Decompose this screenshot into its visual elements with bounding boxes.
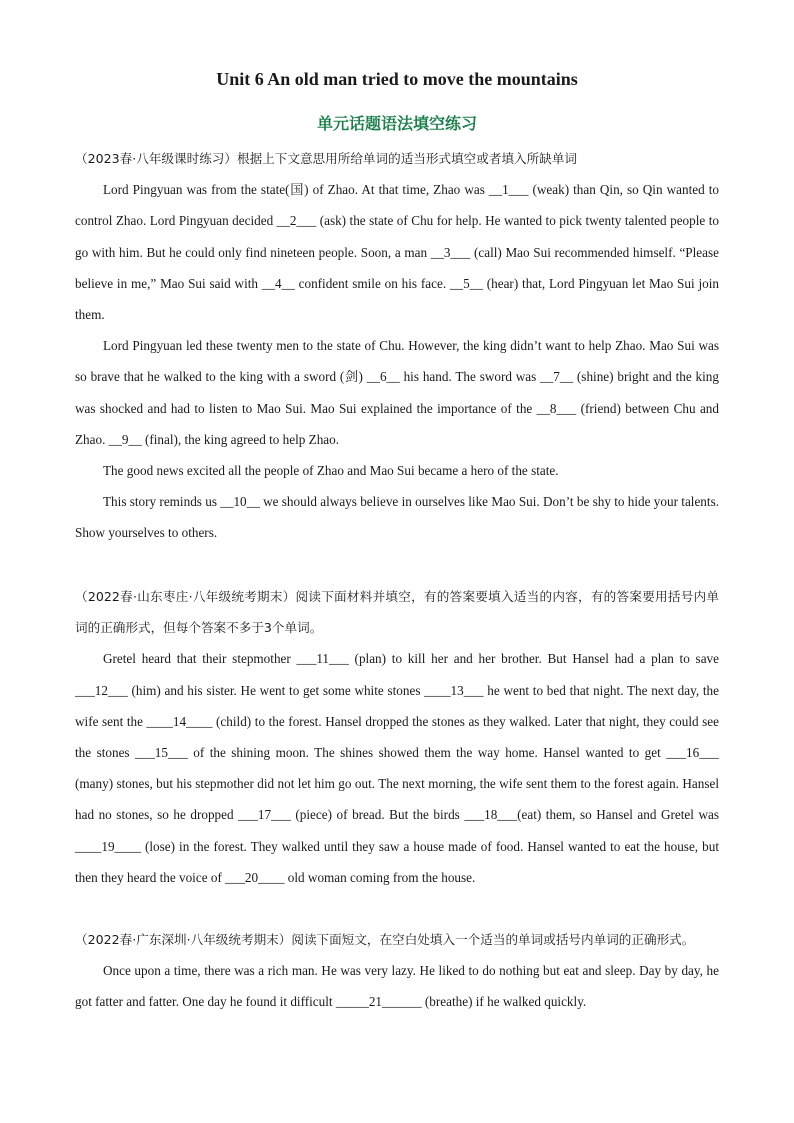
exercise-section-2	[75, 581, 719, 893]
page-subtitle: 单元话题语法填空练习	[316, 114, 477, 133]
passage-paragraph: The good news excited all the people of Zhao and Mao Sui became a hero of the state.	[103, 463, 559, 479]
section-instruction: （2022春·山东枣庄·八年级统考期末）阅读下面材料并填空，有的答案要填入适当的内容，有的答案要用括号内单词的正确形式，但每个答案不多于3个单词。	[75, 589, 719, 636]
passage-paragraph: Lord Pingyuan led these twenty men to the state of Chu. However, the king didn’t want to help Zhao. Mao Sui was so brave that he walked to the king with a sword (剑) __6__ his hand. The sword was __7__ (shine) bright and the king was shocked and had to listen to Mao Sui. Mao Sui explained the importance of the __8___ (friend) between Chu and Zhao. __9__ (final), the king agreed to help Zhao.	[75, 338, 719, 447]
passage-paragraph: Once upon a time, there was a rich man. He was very lazy. He liked to do nothing but eat and sleep. Day by day, he got fatter and fatter. One day he found it difficult _____21______ (breathe) if he walked quickly.	[75, 963, 719, 1010]
passage-paragraph: Lord Pingyuan was from the state(国) of Zhao. At that time, Zhao was __1___ (weak) than Qin, so Qin wanted to control Zhao. Lord Pingyuan decided __2___ (ask) the state of Chu for help. He wanted to pick twenty talented people to go with him. But he could only find nineteen people. Soon, a man __3___ (call) Mao Sui recommended himself. “Please believe in me,” Mao Sui said with __4__ confident smile on his face. __5__ (hear) that, Lord Pingyuan let Mao Sui join them.	[75, 182, 719, 323]
section-instruction: （2023春·八年级课时练习）根据上下文意思用所给单词的适当形式填空或者填入所缺单词	[75, 151, 578, 166]
section-instruction: （2022春·广东深圳·八年级统考期末）阅读下面短文，在空白处填入一个适当的单词或括号内单词的正确形式。	[75, 932, 695, 947]
exercise-section-1	[75, 143, 719, 549]
exercise-section-3	[75, 924, 719, 1018]
passage-paragraph: Gretel heard that their stepmother ___11___ (plan) to kill her and her brother. But Hansel had a plan to save ___12___ (him) and his sister. He went to get some white stones ____13___ he went to bed that night. The next day, the wife sent the ____14____ (child) to the forest. Hansel dropped the stones as they walked. Later that night, they could see the stones ___15___ of the shining moon. The shines showed them the way home. Hansel wanted to get ___16___ (many) stones, but his stepmother did not let him go out. The next morning, the wife sent them to the forest again. Hansel had no stones, so he dropped ___17___ (piece) of bread. But the birds ___18___(eat) them, so Hansel and Gretel was ____19____ (lose) in the forest. They walked until they saw a house made of food. Hansel wanted to eat the house, but then they heard the voice of ___20____ old woman coming from the house.	[75, 651, 719, 885]
page-title: Unit 6 An old man tried to move the mountains	[216, 69, 578, 89]
passage-paragraph: This story reminds us __10__ we should always believe in ourselves like Mao Sui. Don’t be shy to hide your talents. Show yourselves to others.	[75, 494, 719, 541]
